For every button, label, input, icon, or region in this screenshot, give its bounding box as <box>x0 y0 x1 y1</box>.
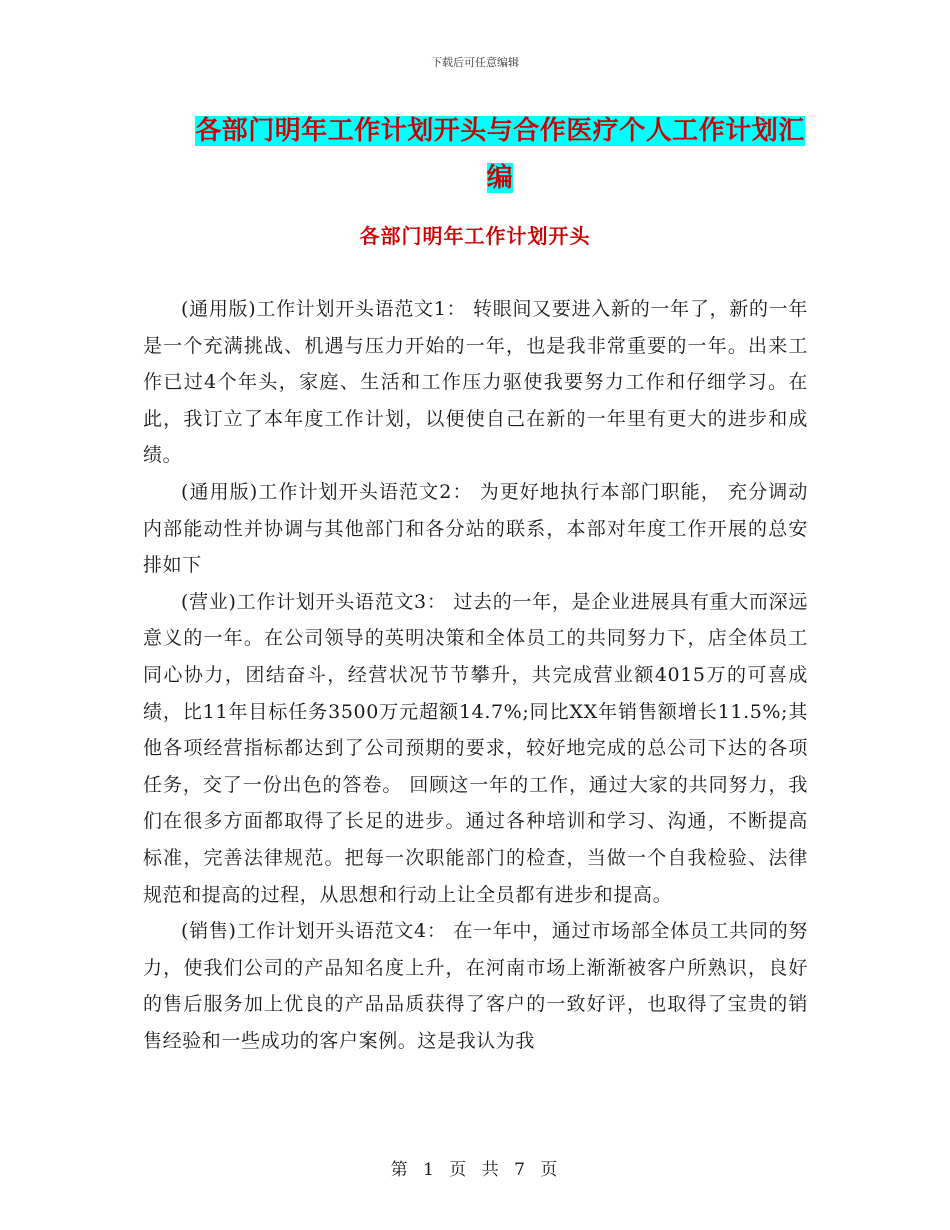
paragraph-4: (销售)工作计划开头语范文4： 在一年中，通过市场部全体员工共同的努力，使我们公司的产品知名度上升，在河南市场上渐渐被客户所熟识，良好的售后服务加上优良的产品品质获得了客户的一致好评，也取得了宝贵的销售经验和一些成功的客户案例。这是我认为我 <box>143 920 808 1052</box>
page-footer: 第 1 页 共 7 页 <box>390 1160 560 1180</box>
document-body <box>143 291 808 1059</box>
document-title <box>190 108 810 202</box>
paragraph-3: (营业)工作计划开头语范文3： 过去的一年，是企业进展具有重大而深远意义的一年。在公司领导的英明决策和全体员工的共同努力下，店全体员工同心协力，团结奋斗，经营状况节节攀升，共完成营业额4015万的可喜成绩，比11年目标任务3500万元超额14.7%;同比XX年销售额增长11.5%;其他各项经营指标都达到了公司预期的要求，较好地完成的总公司下达的各项任务，交了一份出色的答卷。 回顾这一年的工作，通过大家的共同努力，我们在很多方面都取得了长足的进步。通过各种培训和学习、沟通，不断提高标准，完善法律规范。把每一次职能部门的检查，当做一个自我检验、法律规范和提高的过程，从思想和行动上让全员都有进步和提高。 <box>143 590 808 906</box>
paragraph-1: (通用版)工作计划开头语范文1： 转眼间又要进入新的一年了，新的一年是一个充满挑战、机遇与压力开始的一年，也是我非常重要的一年。出来工作已过4个年头，家庭、生活和工作压力驱使我要努力工作和仔细学习。在此，我订立了本年度工作计划，以便使自己在新的一年里有更大的进步和成绩。 <box>143 298 808 467</box>
header-note: 下载后可任意编辑 <box>431 56 519 69</box>
section-heading: 各部门明年工作计划开头 <box>359 224 591 248</box>
paragraph-2: (通用版)工作计划开头语范文2： 为更好地执行本部门职能， 充分调动内部能动性并协调与其他部门和各分站的联系，本部对年度工作开展的总安排如下 <box>143 480 808 577</box>
document-title-text: 各部门明年工作计划开头与合作医疗个人工作计划汇编 <box>195 116 805 193</box>
